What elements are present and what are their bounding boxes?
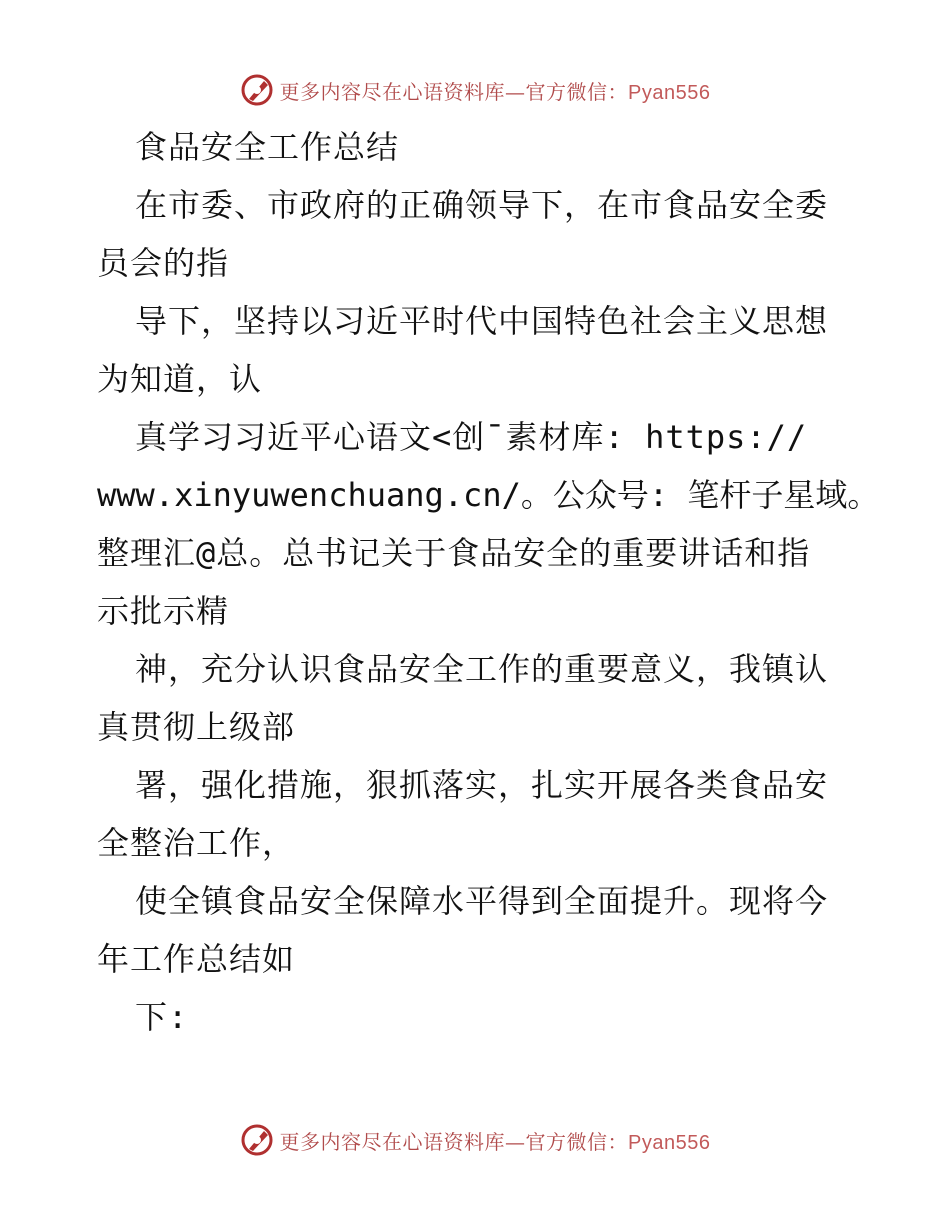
footer-banner	[0, 1120, 950, 1160]
paragraph-line: www.xinyuwenchuang.cn/。公众号: 笔杆子星域。	[97, 476, 880, 514]
paragraph-line: 年工作总结如	[97, 940, 296, 978]
document-title: 食品安全工作总结	[135, 128, 400, 166]
pen-logo-icon	[240, 73, 274, 107]
banner-text: 更多内容尽在心语资料库—官方微信：Pyan556	[279, 1129, 711, 1154]
banner-wechat-id: Pyan556	[628, 1131, 711, 1154]
paragraph-line: 为知道，认	[97, 360, 263, 398]
paragraph-line: 下:	[135, 998, 189, 1036]
paragraph-line: 神，充分认识食品安全工作的重要意义，我镇认	[135, 650, 829, 688]
paragraph-line: 整理汇@总。总书记关于食品安全的重要讲话和指	[97, 534, 811, 572]
paragraph-line: 在市委、市政府的正确领导下，在市食品安全委	[135, 186, 829, 224]
banner-text: 更多内容尽在心语资料库—官方微信：Pyan556	[279, 79, 711, 104]
header-banner	[0, 70, 950, 110]
banner-wechat-id: Pyan556	[628, 81, 711, 104]
paragraph-line: 导下，坚持以习近平时代中国特色社会主义思想	[135, 302, 829, 340]
paragraph-line: 使全镇食品安全保障水平得到全面提升。现将今	[135, 882, 829, 920]
paragraph-line: 全整治工作，	[97, 824, 296, 862]
paragraph-line: 示批示精	[97, 592, 230, 630]
paragraph-line: 员会的指	[97, 244, 230, 282]
document-body	[97, 118, 880, 1046]
paragraph-line: 真贯彻上级部	[97, 708, 296, 746]
paragraph-line: 署，强化措施，狠抓落实，扎实开展各类食品安	[135, 766, 829, 804]
paragraph-line: 真学习习近平心语文<创¯素材库: https://	[135, 418, 808, 456]
pen-logo-icon	[240, 1123, 274, 1157]
